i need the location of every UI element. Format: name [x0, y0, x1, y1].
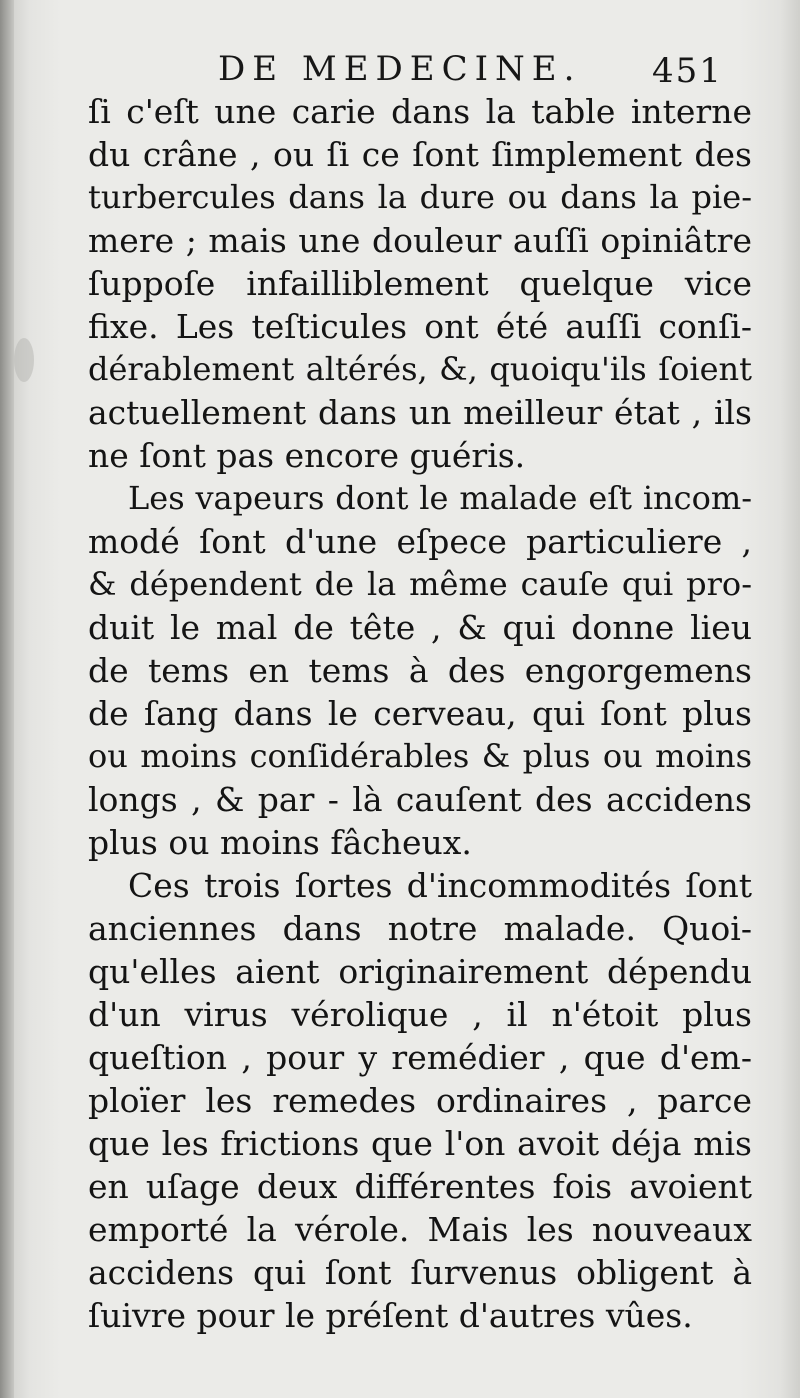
- text-line: qu'elles aient originairement dépendu: [88, 952, 752, 991]
- running-title: DE MEDECINE.: [218, 49, 582, 89]
- text-line: turbercules dans la dure ou dans la pie-: [88, 178, 752, 216]
- text-line: que les frictions que l'on avoit déja mis: [88, 1124, 752, 1163]
- text-line: anciennes dans notre malade. Quoi-: [88, 909, 752, 948]
- text-line: du crâne , ou ſi ce ſont ſimplement des: [88, 135, 752, 174]
- text-line: ploïer les remedes ordinaires , parce: [88, 1081, 752, 1120]
- text-line: d'un virus vérolique , il n'étoit plus: [88, 995, 752, 1034]
- text-line: longs , & par - là cauſent des accidens: [88, 780, 752, 819]
- gutter-shadow: [0, 0, 14, 1398]
- body-text: [88, 90, 752, 1337]
- text-line: dérablement altérés, &, quoiqu'ils ſoient: [88, 350, 752, 388]
- text-line: emporté la vérole. Mais les nouveaux: [88, 1210, 752, 1249]
- text-line: Ces trois ſortes d'incommodités ſont: [128, 866, 752, 905]
- text-line: mere ; mais une douleur auſſi opiniâtre: [88, 221, 752, 260]
- paragraph-1: [88, 90, 752, 477]
- text-line: actuellement dans un meilleur état , ils: [88, 393, 752, 432]
- text-line: de ſang dans le cerveau, qui ſont plus: [88, 694, 752, 733]
- text-line: ſuppoſe infailliblement quelque vice: [88, 264, 752, 303]
- text-line: ne ſont pas encore guéris.: [88, 436, 526, 475]
- text-line: ou moins conſidérables & plus ou moins: [88, 737, 752, 775]
- text-line: Les vapeurs dont le malade eſt incom-: [128, 479, 752, 517]
- text-line: en uſage deux différentes fois avoient: [88, 1167, 752, 1206]
- text-line: modé ſont d'une eſpece particuliere ,: [88, 522, 752, 561]
- text-line: duit le mal de tête , & qui donne lieu: [88, 608, 752, 647]
- paper-stain: [14, 338, 34, 382]
- paragraph-2: [88, 477, 752, 864]
- text-line: queſtion , pour y remédier , que d'em-: [88, 1038, 752, 1077]
- text-line: ſuivre pour le préſent d'autres vûes.: [88, 1296, 693, 1335]
- text-line: accidens qui ſont ſurvenus obligent à: [88, 1253, 752, 1292]
- text-line: de tems en tems à des engorgemens: [88, 651, 752, 690]
- text-line: & dépendent de la même cauſe qui pro-: [88, 565, 752, 603]
- text-line: fixe. Les teſticules ont été auſſi conſi-: [88, 307, 752, 346]
- page-number: 451: [652, 51, 723, 91]
- text-line: plus ou moins fâcheux.: [88, 823, 472, 862]
- text-line: ſi c'eſt une carie dans la table interne: [88, 92, 752, 131]
- paragraph-3: [88, 864, 752, 1337]
